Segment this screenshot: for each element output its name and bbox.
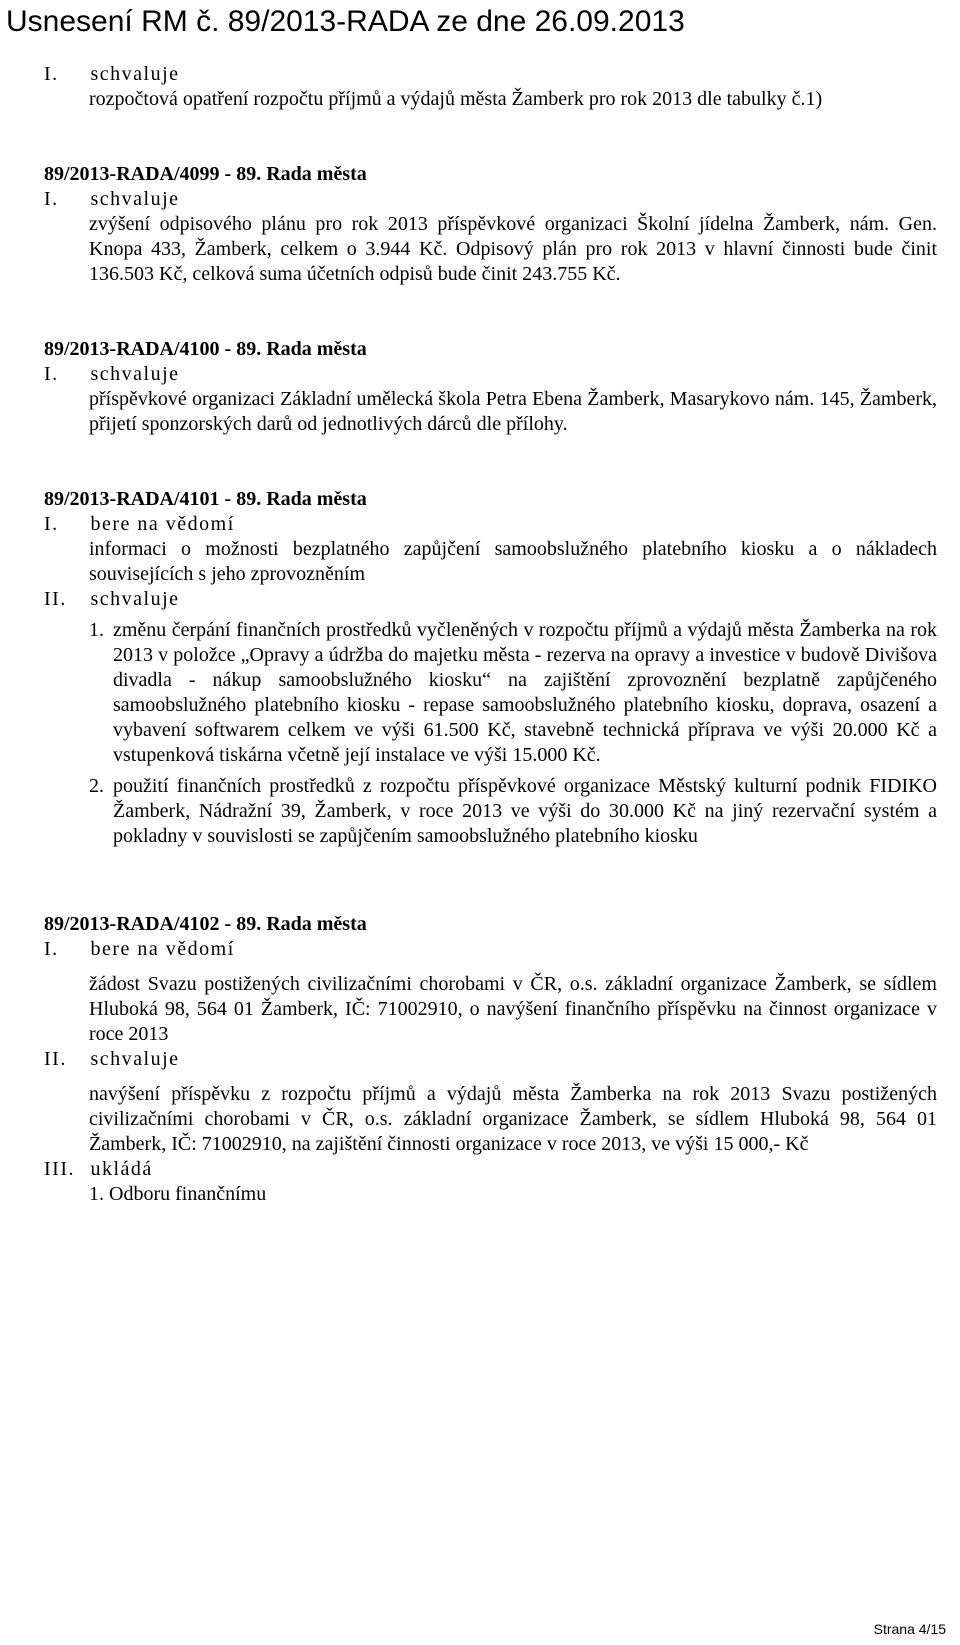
resolution-id: 89/2013-RADA/4099 - 89. Rada města [44,163,367,185]
verb-line [44,1157,944,1182]
verb-roman: I. [44,938,59,960]
verb-text: schvaluje [90,63,180,85]
resolution-id: 89/2013-RADA/4102 - 89. Rada města [44,913,367,935]
page-number: Strana 4/15 [873,1621,946,1637]
verb-roman: II. [44,588,67,610]
verb-text: ukládá [90,1158,153,1180]
resolution-id: 89/2013-RADA/4100 - 89. Rada města [44,338,367,360]
verb-roman: I. [44,513,59,535]
resolution-text: navýšení příspěvku z rozpočtu příjmů a výdajů města Žamberka na rok 2013 Svazu postižených civilizačními chorobami v ČR, o.s. základní organizace Žamberk, se sídlem Hluboká 98, 564 01 Žamberk, IČ: 71002910, na zajištění činnosti organizace v roce 2013, ve výši 15 000,- Kč [89,1083,937,1155]
verb-line [44,1047,944,1072]
verb-line [44,62,944,87]
resolution-text: zvýšení odpisového plánu pro rok 2013 příspěvkové organizaci Školní jídelna Žamberk, nám. Gen. Knopa 433, Žamberk, celkem o 3.944 Kč. Odpisový plán pro rok 2013 v hlavní činnosti bude činit 136.503 Kč, celková suma účetních odpisů bude činit 243.755 Kč. [89,213,937,285]
sub-item: 1. Odboru finančnímu [89,1183,267,1205]
item-number: 1. [89,619,104,641]
verb-roman: II. [44,1048,67,1070]
resolution-text: příspěvkové organizaci Základní umělecká škola Petra Ebena Žamberk, Masarykovo nám. 145, Žamberk, přijetí sponzorských darů od jednotlivých dárců dle přílohy. [89,388,937,435]
verb-text: schvaluje [90,588,180,610]
verb-line [44,362,944,387]
verb-text: schvaluje [90,188,180,210]
resolution-text: rozpočtová opatření rozpočtu příjmů a výdajů města Žamberk pro rok 2013 dle tabulky č.1) [89,88,823,110]
resolution-text: žádost Svazu postižených civilizačními chorobami v ČR, o.s. základní organizace Žamberk, se sídlem Hluboká 98, 564 01 Žamberk, IČ: 71002910, o navýšení finančního příspěvku na činnost organizace v roce 2013 [89,973,937,1045]
document-body [44,62,944,1207]
verb-line [44,937,944,962]
item-text: změnu čerpání finančních prostředků vyčleněných v rozpočtu příjmů a výdajů města Žamberka na rok 2013 v položce „Opravy a údržba do majetku města - rezerva na opravy a investice v budově Divišova divadla - nákup samoobslužného kiosku“ na zajištění zprovoznění bezplatně zapůjčeného samoobslužného platebního kiosku - repase samoobslužného platebního kiosku, doprava, osazení a vybavení softwarem celkem ve výši 61.500 Kč, stavebně technická příprava ve výši 20.000 Kč a vstupenková tiskárna včetně její instalace ve výši 15.000 Kč. [113,619,937,766]
verb-text: bere na vědomí [90,938,235,960]
resolution-id: 89/2013-RADA/4101 - 89. Rada města [44,488,367,510]
verb-text: bere na vědomí [90,513,235,535]
verb-line [44,587,944,612]
verb-roman: I. [44,188,59,210]
numbered-item [89,774,937,849]
item-text: použití finančních prostředků z rozpočtu příspěvkové organizace Městský kulturní podnik FIDIKO Žamberk, Nádražní 39, Žamberk, v roce 2013 ve výši do 30.000 Kč na jiný rezervační systém a pokladny v souvislosti se zapůjčením samoobslužného platebního kiosku [113,775,937,847]
page-title: Usnesení RM č. 89/2013-RADA ze dne 26.09.2013 [6,5,685,38]
verb-line [44,187,944,212]
verb-roman: I. [44,63,59,85]
verb-line [44,512,944,537]
verb-roman: I. [44,363,59,385]
verb-text: schvaluje [90,363,180,385]
item-number: 2. [89,775,104,797]
verb-text: schvaluje [90,1048,180,1070]
numbered-item [89,618,937,768]
resolution-text: informaci o možnosti bezplatného zapůjčení samoobslužného platebního kiosku a o nákladech souvisejících s jeho zprovozněním [89,538,937,585]
verb-roman: III. [44,1158,75,1180]
